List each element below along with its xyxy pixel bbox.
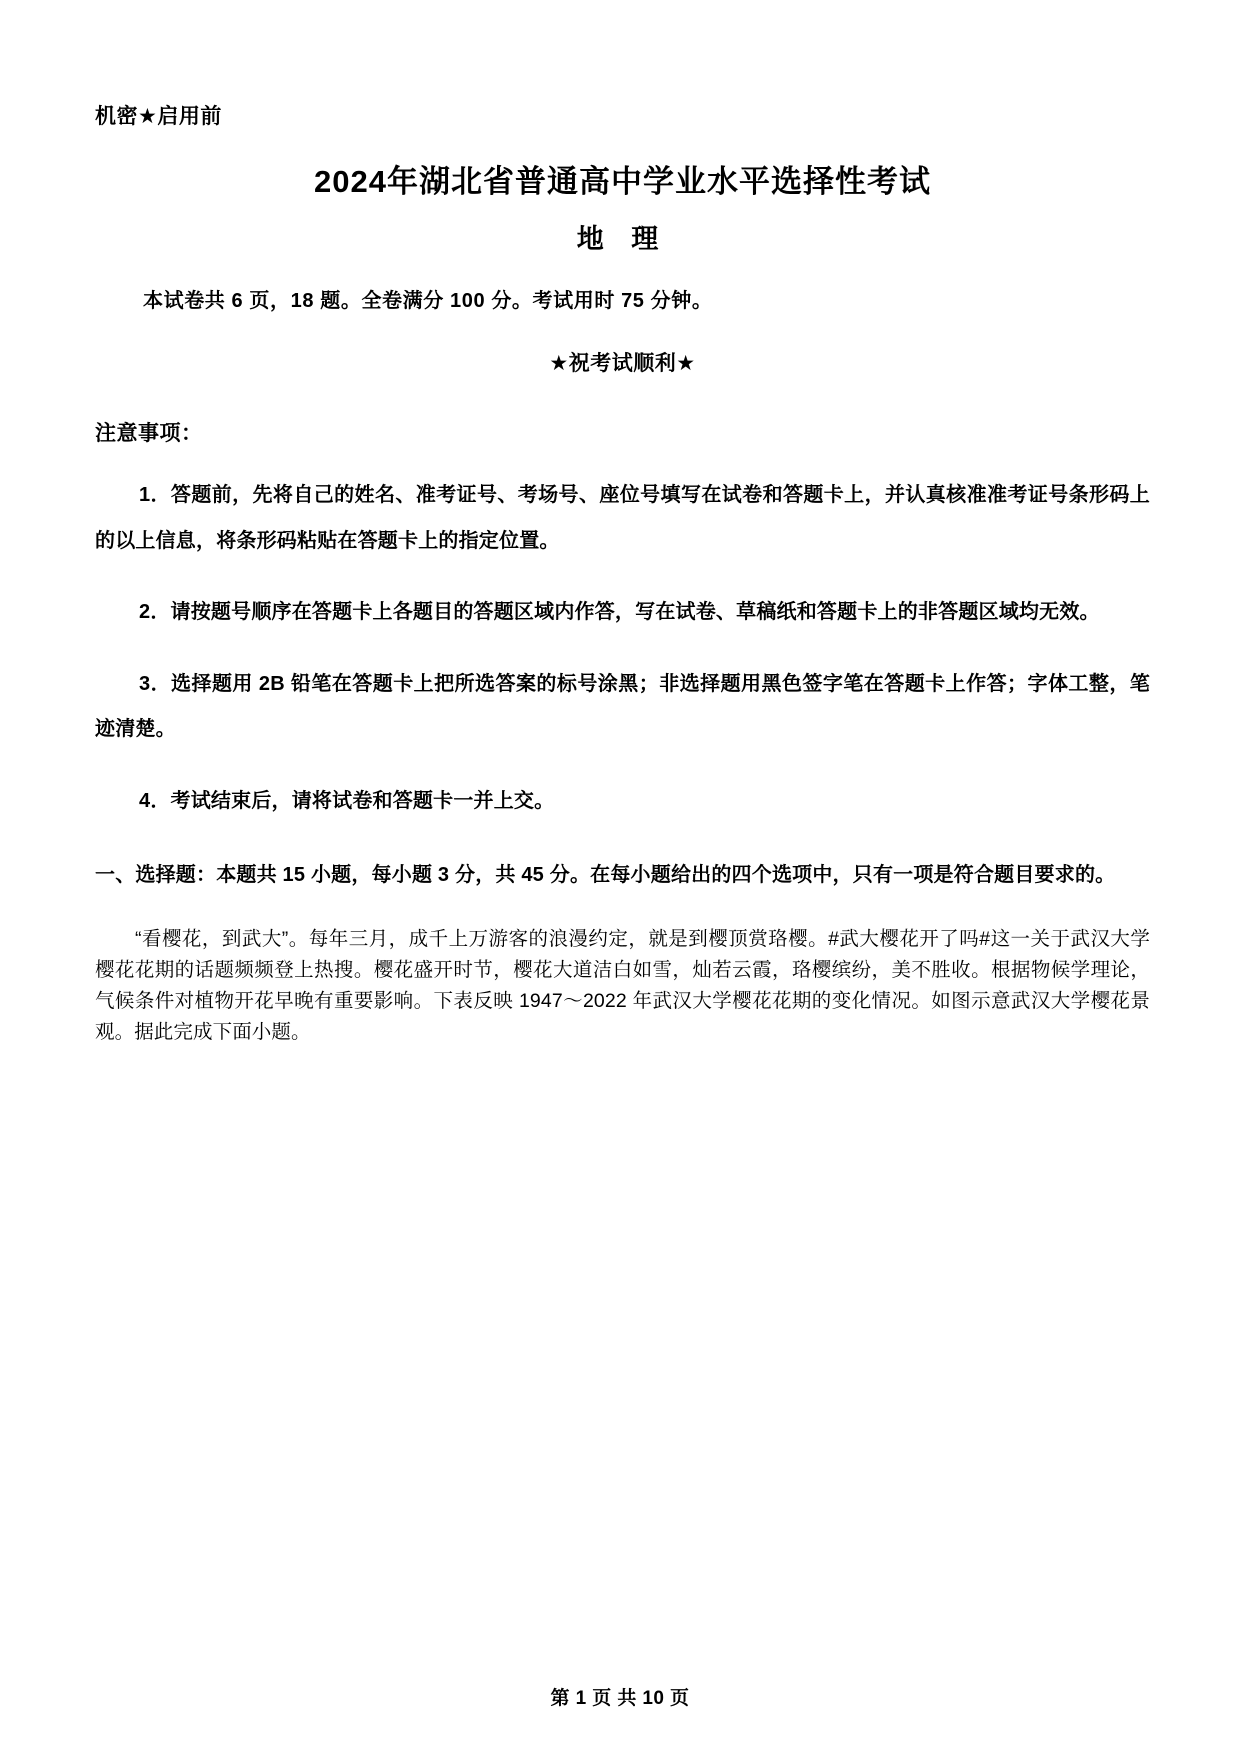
notes-heading: 注意事项： [95,421,203,445]
page-title: 2024年湖北省普通高中学业水平选择性考试 [314,164,931,200]
note-item: 3．选择题用 2B 铅笔在答题卡上把所选答案的标号涂黑；非选择题用黑色签字笔在答题卡上作答；字体工整，笔迹清楚。 [95,672,1150,741]
note-item: 4．考试结束后，请将试卷和答题卡一并上交。 [139,790,555,813]
section-heading-multiple-choice: 一、选择题：本题共 15 小题，每小题 3 分，共 45 分。在每小题给出的四个选项中，只有一项是符合题目要求的。 [95,863,1116,886]
confidential-label: 机密★启用前 [95,105,222,128]
page-content [95,0,1150,1067]
good-luck-line: ★祝考试顺利★ [549,352,696,376]
page-footer: 第 1 页 共 10 页 [550,1688,690,1709]
note-item: 2．请按题号顺序在答题卡上各题目的答题区域内作答，写在试卷、草稿纸和答题卡上的非答题区域均无效。 [139,601,1100,624]
exam-info-line: 本试卷共 6 页，18 题。全卷满分 100 分。考试用时 75 分钟。 [143,290,713,313]
note-item: 1．答题前，先将自己的姓名、准考证号、考场号、座位号填写在试卷和答题卡上，并认真核准准考证号条形码上的以上信息，将条形码粘贴在答题卡上的指定位置。 [95,484,1150,552]
subject-title: 地 理 [576,223,669,254]
stimulus-paragraph: “看樱花，到武大”。每年三月，成千上万游客的浪漫约定，就是到樱顶赏珞樱。#武大樱花开了吗#这一关于武汉大学樱花花期的话题频频登上热搜。樱花盛开时节，樱花大道洁白如雪，灿若云霞，珞樱缤纷，美不胜收。根据物候学理论，气候条件对植物开花早晚有重要影响。下表反映 1947～2022 年武汉大学樱花花期的变化情况。如图示意武汉大学樱花景观。据此完成下面小题。 [95,928,1150,1043]
